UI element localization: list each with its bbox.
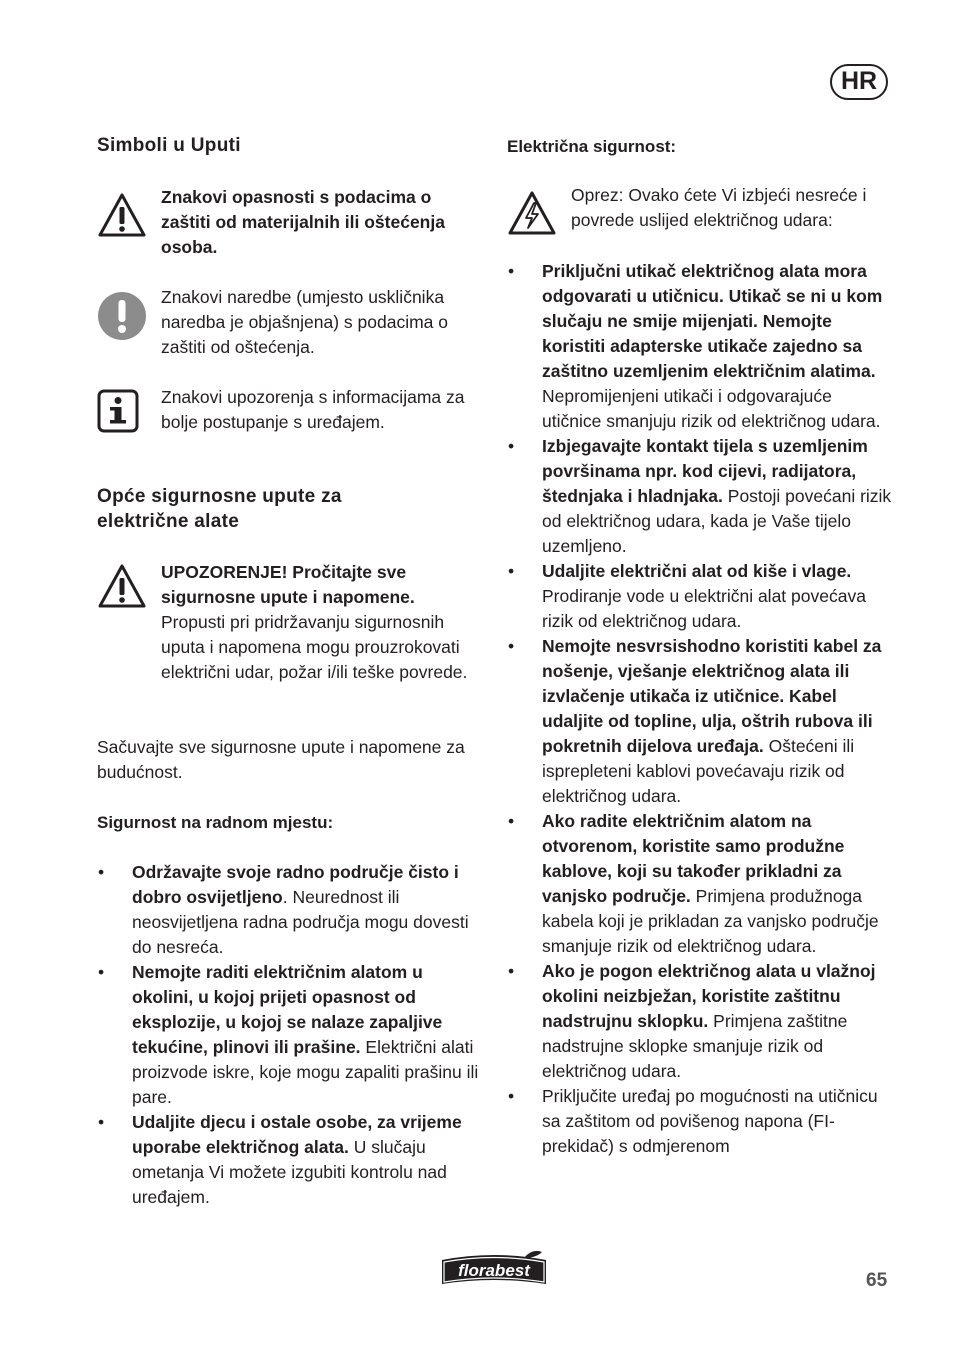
list-item: • Izbjegavajte kontakt tijela s uzemljenim površinama npr. kod cijevi, radijatora, štednjaka i hladnjaka. Postoji povećani rizik od električnog udara, kada je Vaše tijelo uzemljeno. <box>508 436 892 556</box>
symbol-info-text: Znakovi upozorenja s informacijama za bolje postupanje s uređajem. <box>161 387 465 432</box>
info-box-icon <box>97 389 139 433</box>
language-badge: HR <box>830 64 888 100</box>
electrical-safety-title: Električna sigurnost: <box>507 137 677 156</box>
symbol-mandatory-text: Znakovi naredbe (umjesto uskličnika naredba je objašnjena) s podacima o zaštiti od oštećenja. <box>161 287 448 357</box>
logo-text: florabest <box>458 1261 530 1280</box>
list-item: • Nemojte raditi električnim alatom u okolini, u kojoj prijeti opasnost od eksplozije, u kojoj se nalaze zapaljive tekućine, plinovi ili prašine. Električni alati proizvode iskre, koje mogu zapaliti prašinu ili pare. <box>98 962 479 1107</box>
list-item: • Održavajte svoje radno područje čisto i dobro osvijetljeno. Neurednost ili neosvijetljena radna područja mogu dovesti do nesreća. <box>98 862 469 957</box>
caution-text: Oprez: Ovako ćete Vi izbjeći nesreće i povrede uslijed električnog udara: <box>571 185 867 230</box>
exclamation-circle-icon <box>97 291 147 341</box>
list-item: • Priključni utikač električnog alata mora odgovarati u utičnicu. Utikač se ni u kom slučaju ne smije mijenjati. Nemojte koristiti adapterske utikače zajedno sa zaštitno uzemljenim električnim alatima. Nepromijenjeni utikači i odgovarajuće utičnice smanjuju rizik od električnog udara. <box>508 261 883 431</box>
list-item: • Ako je pogon električnog alata u vlažnoj okolini neizbježan, koristite zaštitnu nadstrujnu sklopku. Primjena zaštitne nadstrujne sklopke smanjuje rizik od električnog udara. <box>508 961 876 1081</box>
warning-bold-text: UPOZORENJE! Pročitajte sve sigurnosne upute i napomene. <box>161 562 415 607</box>
page-number: 65 <box>866 1270 888 1291</box>
general-safety-title: Opće sigurnosne upute za električne alate <box>97 486 342 532</box>
list-item: • Ako radite električnim alatom na otvorenom, koristite samo produžne kablove, koji su također prikladni za vanjsko područje. Primjena produžnoga kabela koji je prikladan za vanjsko područje smanjuje rizik od električnog udara. <box>508 811 879 956</box>
symbols-section-title: Simboli u Uputi <box>97 135 241 156</box>
workplace-safety-title: Sigurnost na radnom mjestu: <box>97 813 334 832</box>
workplace-safety-list <box>97 860 482 1210</box>
keep-instructions-text: Sačuvajte sve sigurnosne upute i napomene za budućnost. <box>97 737 465 782</box>
electric-hazard-icon <box>507 189 557 239</box>
list-item: • Udaljite električni alat od kiše i vlage. Prodiranje vode u električni alat povećava rizik od električnog udara. <box>508 561 866 631</box>
warning-triangle-icon <box>97 191 147 241</box>
symbol-danger-text: Znakovi opasnosti s podacima o zaštiti od materijalnih ili oštećenja osoba. <box>161 187 445 257</box>
electrical-safety-list <box>507 259 892 1159</box>
florabest-logo <box>438 1246 550 1288</box>
warning-body-text: Propusti pri pridržavanju sigurnosnih uputa i napomena mogu prouzrokovati električni udar, požar i/ili teške povrede. <box>161 612 468 682</box>
list-item: • Udaljite djecu i ostale osobe, za vrijeme uporabe električnog alata. U slučaju ometanja Vi možete izgubiti kontrolu nad uređajem. <box>98 1112 462 1207</box>
list-item: • Nemojte nesvrsishodno koristiti kabel za nošenje, vješanje električnog alata ili izvlačenje utikača iz utičnice. Kabel udaljite od topline, ulja, oštrih rubova ili pokretnih dijelova uređaja. Oštećeni ili isprepleteni kablovi povećavaju rizik od električnog udara. <box>508 636 882 806</box>
list-item: • Priključite uređaj po mogućnosti na utičnicu sa zaštitom od povišenog napona (FI-prekidač) s odmjerenom <box>508 1086 878 1156</box>
warning-triangle-icon <box>97 562 147 612</box>
